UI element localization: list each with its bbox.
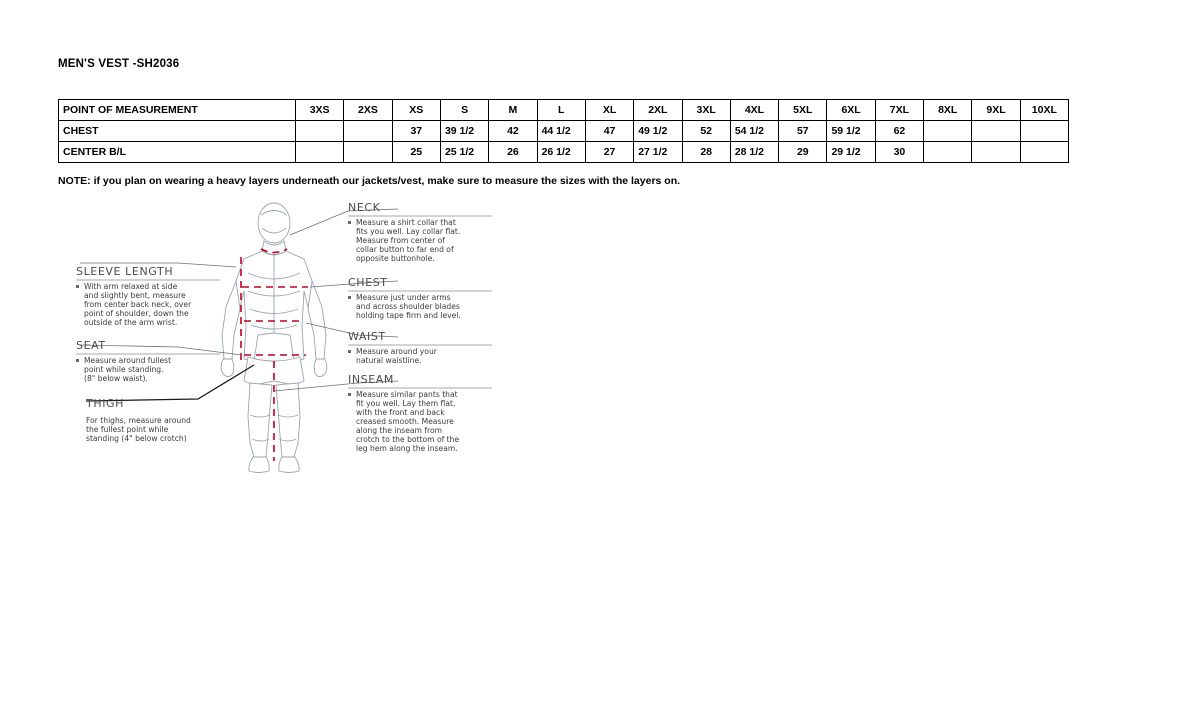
cell-chest-3xl: 52: [682, 121, 730, 142]
cell-centerbl-4xl: 28 1/2: [730, 142, 778, 163]
column-header-8xl: 8XL: [924, 100, 972, 121]
row-label-center-bl: CENTER B/L: [59, 142, 296, 163]
cell-chest-8xl: [924, 121, 972, 142]
column-header-6xl: 6XL: [827, 100, 875, 121]
cell-centerbl-m: 26: [489, 142, 537, 163]
cell-centerbl-6xl: 29 1/2: [827, 142, 875, 163]
callout-thigh-title: THIGH: [86, 397, 125, 410]
callout-inseam-line-6: crotch to the bottom of the: [356, 435, 460, 444]
column-header-9xl: 9XL: [972, 100, 1020, 121]
cell-centerbl-8xl: [924, 142, 972, 163]
callout-sleeve-line-5: outside of the arm wrist.: [84, 318, 178, 327]
callout-seat-title: SEAT: [76, 339, 106, 352]
column-header-3xl: 3XL: [682, 100, 730, 121]
cell-centerbl-5xl: 29: [779, 142, 827, 163]
cell-centerbl-9xl: [972, 142, 1020, 163]
cell-centerbl-xl: 27: [585, 142, 633, 163]
callout-sleeve-line-1: With arm relaxed at side: [84, 282, 178, 291]
callout-waist: [348, 330, 492, 365]
callout-seat-line-1: Measure around fullest: [84, 356, 172, 365]
bullet-icon: [76, 285, 79, 288]
cell-chest-5xl: 57: [779, 121, 827, 142]
callout-chest-title: CHEST: [348, 276, 388, 289]
cell-centerbl-10xl: [1020, 142, 1068, 163]
callout-chest-line-2: and across shoulder blades: [356, 302, 460, 311]
bullet-icon: [76, 359, 79, 362]
column-header-s: S: [440, 100, 488, 121]
table-row: [59, 142, 1069, 163]
size-chart-table: [58, 99, 1069, 163]
cell-chest-s: 39 1/2: [440, 121, 488, 142]
callout-sleeve-title: SLEEVE LENGTH: [76, 265, 174, 278]
callout-neck-title: NECK: [348, 201, 381, 214]
bullet-icon: [348, 393, 351, 396]
callout-thigh-line-1: For thighs, measure around: [86, 416, 191, 425]
cell-centerbl-s: 25 1/2: [440, 142, 488, 163]
callout-inseam-line-2: fit you well. Lay them flat,: [356, 399, 456, 408]
cell-chest-9xl: [972, 121, 1020, 142]
callout-inseam: [348, 373, 492, 453]
cell-chest-2xs: [344, 121, 392, 142]
cell-centerbl-3xl: 28: [682, 142, 730, 163]
callout-seat: [76, 339, 220, 383]
column-header-m: M: [489, 100, 537, 121]
callout-sleeve-line-4: point of shoulder, down the: [84, 309, 189, 318]
cell-chest-l: 44 1/2: [537, 121, 585, 142]
column-header-2xs: 2XS: [344, 100, 392, 121]
cell-chest-7xl: 62: [875, 121, 923, 142]
measurement-diagram: [58, 195, 578, 485]
callout-neck-line-2: fits you well. Lay collar flat.: [356, 227, 461, 236]
row-label-chest: CHEST: [59, 121, 296, 142]
callout-chest-line-3: holding tape firm and level.: [356, 311, 461, 320]
bullet-icon: [348, 221, 351, 224]
callout-chest: [348, 276, 492, 320]
callout-waist-title: WAIST: [348, 330, 386, 343]
callout-inseam-title: INSEAM: [348, 373, 395, 386]
callout-waist-line-2: natural waistline.: [356, 356, 422, 365]
cell-chest-4xl: 54 1/2: [730, 121, 778, 142]
callout-inseam-line-3: with the front and back: [356, 408, 445, 417]
human-figure-illustration: [221, 203, 327, 473]
cell-centerbl-2xs: [344, 142, 392, 163]
callout-neck: [348, 201, 492, 263]
column-header-l: L: [537, 100, 585, 121]
callout-thigh-line-2: the fullest point while: [86, 425, 169, 434]
cell-chest-3xs: [296, 121, 344, 142]
cell-centerbl-2xl: 27 1/2: [634, 142, 682, 163]
callout-thigh: [85, 397, 191, 443]
bullet-icon: [348, 350, 351, 353]
cell-centerbl-3xs: [296, 142, 344, 163]
table-row: [59, 121, 1069, 142]
callout-sleeve-length: [76, 265, 220, 327]
cell-chest-6xl: 59 1/2: [827, 121, 875, 142]
callout-neck-line-1: Measure a shirt collar that: [356, 218, 456, 227]
column-header-5xl: 5XL: [779, 100, 827, 121]
callout-neck-line-3: Measure from center of: [356, 236, 445, 245]
callout-inseam-line-4: creased smooth. Measure: [356, 417, 454, 426]
column-header-4xl: 4XL: [730, 100, 778, 121]
cell-chest-m: 42: [489, 121, 537, 142]
measurement-note: NOTE: if you plan on wearing a heavy layers underneath our jackets/vest, make sure to measure the sizes with the layers on.: [58, 175, 681, 187]
callout-neck-line-5: opposite buttonhole.: [356, 254, 435, 263]
page-title: MEN'S VEST -SH2036: [58, 58, 180, 70]
callout-inseam-line-7: leg hem along the inseam.: [356, 444, 458, 453]
callout-sleeve-line-2: and slightly bent, measure: [84, 291, 186, 300]
cell-chest-10xl: [1020, 121, 1068, 142]
callout-seat-line-2: point while standing.: [84, 365, 164, 374]
column-header-xs: XS: [392, 100, 440, 121]
callout-seat-line-3: (8" below waist).: [84, 374, 148, 383]
callout-sleeve-line-3: from center back neck, over: [84, 300, 192, 309]
callout-inseam-line-1: Measure similar pants that: [356, 390, 458, 399]
cell-chest-xs: 37: [392, 121, 440, 142]
callout-chest-line-1: Measure just under arms: [356, 293, 451, 302]
table-header-row: [59, 100, 1069, 121]
cell-centerbl-7xl: 30: [875, 142, 923, 163]
column-header-3xs: 3XS: [296, 100, 344, 121]
callout-neck-line-4: collar button to far end of: [356, 245, 454, 254]
callout-waist-line-1: Measure around your: [356, 347, 437, 356]
cell-chest-2xl: 49 1/2: [634, 121, 682, 142]
cell-chest-xl: 47: [585, 121, 633, 142]
callout-inseam-line-5: along the inseam from: [356, 426, 443, 435]
column-header-2xl: 2XL: [634, 100, 682, 121]
callout-thigh-line-3: standing (4" below crotch): [86, 434, 187, 443]
column-header-10xl: 10XL: [1020, 100, 1068, 121]
column-header-point-of-measurement: POINT OF MEASUREMENT: [59, 100, 296, 121]
cell-centerbl-l: 26 1/2: [537, 142, 585, 163]
bullet-icon: [348, 296, 351, 299]
column-header-7xl: 7XL: [875, 100, 923, 121]
column-header-xl: XL: [585, 100, 633, 121]
cell-centerbl-xs: 25: [392, 142, 440, 163]
